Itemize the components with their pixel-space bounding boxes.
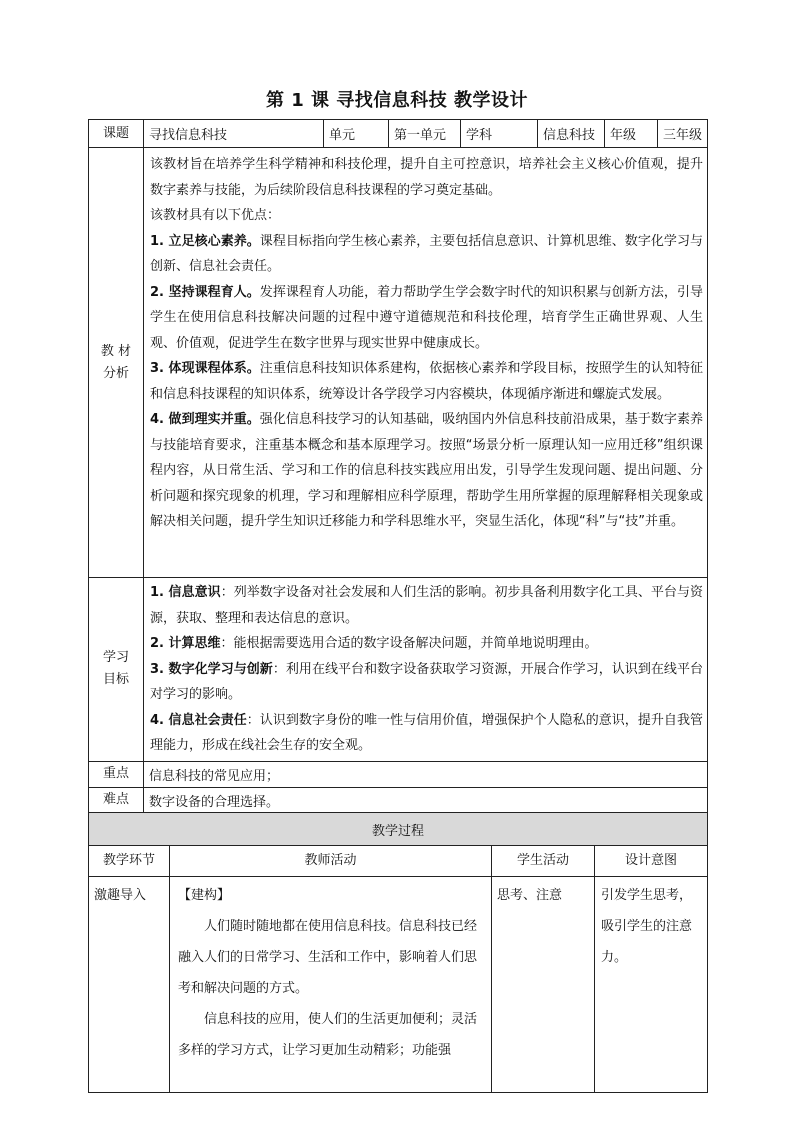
- unit-value: 第一单元: [389, 120, 461, 148]
- difficulty-label: 难点: [89, 787, 144, 813]
- grade-value: 三年级: [658, 120, 708, 148]
- page-title: 第 1 课 寻找信息科技 教学设计: [265, 90, 529, 111]
- goals-label-text: 学习 目标: [102, 650, 129, 688]
- analysis-point-head: 1. 立足核心素养。: [150, 233, 260, 249]
- analysis-point-text: 发挥课程育人功能，着力帮助学生学会数字时代的知识积累与创新方法，引导学生在使用信息科技解决问题的过程中遵守道德规范和科技伦理，培育学生正确世界观、人生观、价值观，促进学生在数字世界与现实世界中健康成长。: [150, 284, 703, 351]
- teacher-activity-heading: 【建构】: [178, 888, 231, 903]
- goal-text: ：能根据需要选用合适的数字设备解决问题，并简单地说明理由。: [220, 636, 598, 651]
- difficulty-value: 数字设备的合理选择。: [144, 787, 708, 813]
- goal-item: [150, 580, 703, 631]
- column-header-teacher: 教师活动: [170, 846, 492, 877]
- design-intent-cell: [595, 877, 708, 1093]
- teacher-activity-paragraph: 信息科技的应用，使人们的生活更加便利；灵活多样的学习方式，让学习更加生动精彩；功能强: [178, 1012, 478, 1058]
- process-section-title: 教学过程: [89, 813, 708, 846]
- teacher-activity-cell: [170, 877, 492, 1093]
- goal-item: [150, 657, 703, 708]
- analysis-point-head: 4. 做到理实并重。: [150, 412, 260, 427]
- column-header-intent: 设计意图: [595, 846, 708, 877]
- column-header-student: 学生活动: [492, 846, 595, 877]
- student-activity-text: 思考、注意: [497, 888, 563, 903]
- goal-head: 1. 信息意识: [150, 585, 221, 600]
- goal-text: ：认识到数字身份的唯一性与信用价值，增强保护个人隐私的意识，提升自我管理能力，形成在线社会生存的安全观。: [150, 712, 703, 753]
- key-point-value: 信息科技的常见应用；: [144, 761, 708, 787]
- goal-head: 3. 数字化学习与创新: [150, 661, 273, 677]
- goals-content: [144, 578, 708, 762]
- analysis-content: [144, 148, 708, 578]
- analysis-point-text: 课程目标指向学生核心素养，主要包括信息意识、计算机思维、数字化学习与创新、信息社会责任。: [150, 233, 703, 274]
- subject-label: 学科: [461, 120, 538, 148]
- key-point-label: 重点: [89, 761, 144, 787]
- design-intent-text: 引发学生思考，吸引学生的注意力。: [601, 888, 693, 965]
- analysis-point-head: 2. 坚持课程育人。: [150, 284, 260, 300]
- grade-label: 年级: [605, 120, 658, 148]
- analysis-label-text: 教 材 分析: [100, 343, 132, 381]
- topic-value: 寻找信息科技: [144, 120, 324, 148]
- stage-name: 激趣导入: [94, 888, 147, 903]
- subject-value: 信息科技: [538, 120, 605, 148]
- goal-head: 4. 信息社会责任: [150, 712, 247, 728]
- goal-text: ：列举数字设备对社会发展和人们生活的影响。初步具备利用数字化工具、平台与资源，获取、整理和表达信息的意识。: [150, 585, 703, 626]
- column-header-stage: 教学环节: [89, 846, 170, 877]
- analysis-point: [150, 229, 703, 280]
- student-activity-cell: [492, 877, 595, 1093]
- analysis-intro-1: 该教材旨在培养学生科学精神和科技伦理，提升自主可控意识，培养社会主义核心价值观，提升数字素养与技能，为后续阶段信息科技课程的学习奠定基础。: [150, 157, 703, 198]
- goal-item: [150, 631, 703, 657]
- teacher-activity-paragraph: 人们随时随地都在使用信息科技。信息科技已经融入人们的日常学习、生活和工作中，影响着人们思考和解决问题的方式。: [178, 919, 478, 996]
- goal-head: 2. 计算思维: [150, 636, 221, 651]
- goal-text: ：利用在线平台和数字设备获取学习资源，开展合作学习，认识到在线平台对学习的影响。: [150, 661, 703, 702]
- analysis-point: [150, 280, 703, 357]
- analysis-point-head: 3. 体现课程体系。: [150, 361, 260, 376]
- lesson-info-table: [88, 119, 708, 814]
- analysis-label: [89, 148, 144, 578]
- analysis-point-text: 强化信息科技学习的认知基础，吸纳国内外信息科技前沿成果，基于数字素养与技能培育要求，注重基本概念和基本原理学习。按照“场景分析一原理认知一应用迁移”组织课程内容，从日常生活、学习和工作的信息科技实践应用出发，引导学生发现问题、提出问题、分析问题和探究现象的机理，学习和理解相应科学原理，帮助学生用所掌握的原理解释相关现象或解决相关问题，提升学生知识迁移能力和学科思维水平，突显生活化，体现“科”与“技”并重。: [150, 412, 703, 529]
- unit-label: 单元: [324, 120, 389, 148]
- teaching-process-table: [88, 812, 708, 1093]
- analysis-point: [150, 407, 703, 535]
- goal-item: [150, 708, 703, 759]
- analysis-point-text: 注重信息科技知识体系建构，依据核心素养和学段目标，按照学生的认知特征和信息科技课程的知识体系，统筹设计各学段学习内容模块，体现循序渐进和螺旋式发展。: [150, 361, 703, 402]
- topic-label: 课题: [89, 120, 144, 148]
- analysis-point: [150, 356, 703, 407]
- goals-label: [89, 578, 144, 762]
- stage-cell: [89, 877, 170, 1093]
- analysis-intro-2: 该教材具有以下优点：: [150, 208, 281, 223]
